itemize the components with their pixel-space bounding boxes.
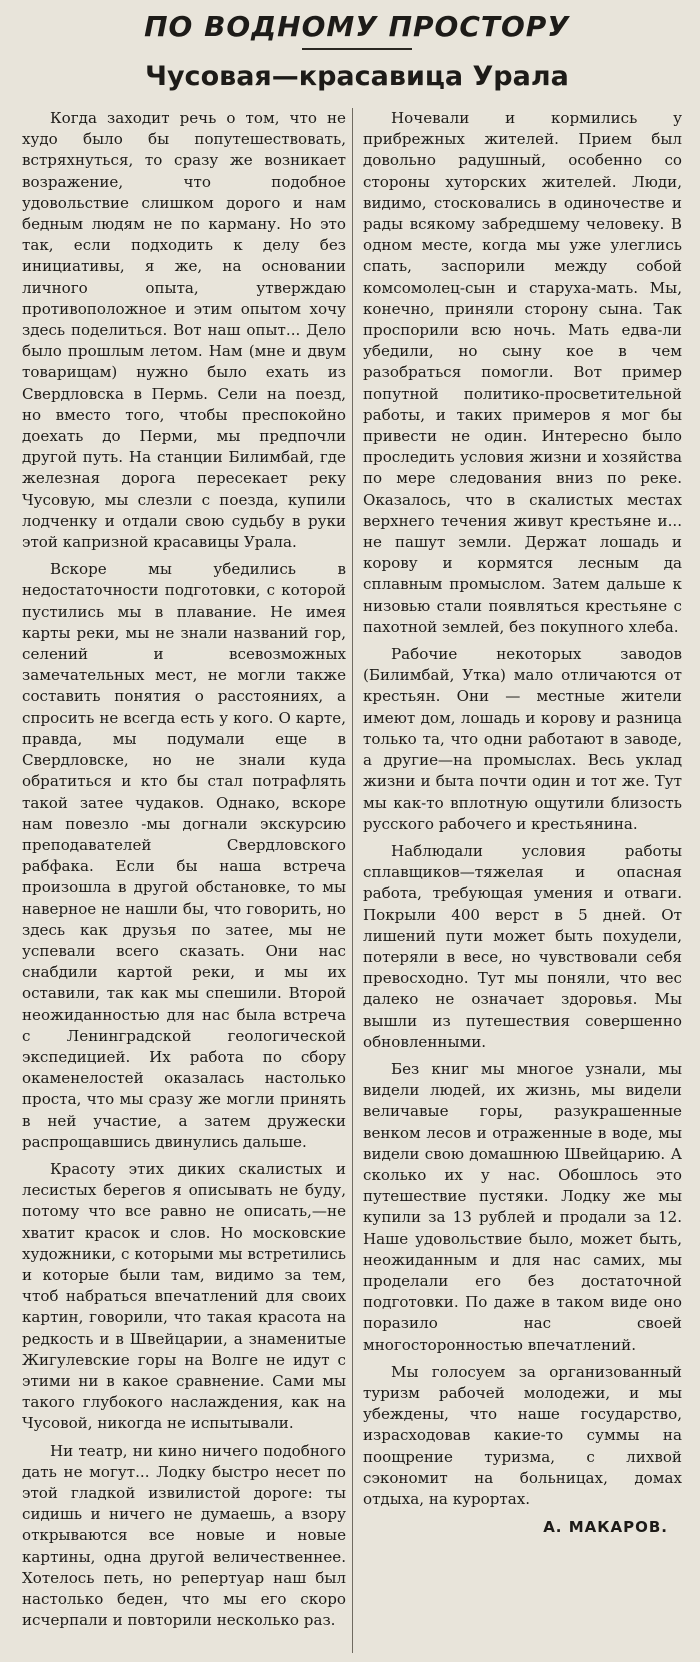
paragraph: Вскоре мы убедились в недостаточности подготовки, с которой пустились мы в плавание. Не имея карты реки, мы не знали названий гор, селений и всевозможных замечательных мест, не могли также составить понятия о расстояниях, а спросить не всегда есть у кого. О карте, правда, мы подумали еще в Свердловске, но не знали куда обратиться и кто бы стал потрафлять такой затее чудаков. Однако, вскоре нам повезло -мы догнали экскурсию преподавателей Свердловского рабфака. Если бы наша встреча произошла в другой обстановке, то мы наверное не нашли бы, что говорить, но здесь как друзья по затее, мы не успевали всего сказать. Они нас снабдили картой реки, и мы их оставили, так как мы спешили. Второй неожиданностью для нас была встреча с Ленинградской геологической экспедицией. Их работа по сбору окаменелостей оказалась настолько проста, что мы сразу же могли принять в ней участие, а затем дружески распрощавшись двинулись дальше.: [22, 560, 346, 1151]
paragraph: Ночевали и кормились у прибрежных жителей. Прием был довольно радушный, особенно со стороны хуторских жителей. Люди, видимо, стосковались в одиночестве и рады всякому забредшему человеку. В одном месте, когда мы уже улеглись спать, заспорили между собой комсомолец-сын и старуха-мать. Мы, конечно, приняли сторону сына. Так проспорили всю ночь. Мать едва-ли убедили, но сыну кое в чем разобраться помогли. Вот пример попутной политико-просветительной работы, и таких примеров я мог бы привести не один. Интересно было проследить условия жизни и хозяйства по мере следования вниз по реке. Оказалось, что в скалистых местах верхнего течения живут крестьяне и... не пашут земли. Держат лошадь и корову и кормятся лесным да сплавным промыслом. Затем дальше к низовью стали появляться крестьяне с пахотной землей, без покупного хлеба.: [363, 109, 682, 636]
paragraph: Когда заходит речь о том, что не худо было бы попутешествовать, встряхнуться, то сразу же возникает возражение, что подобное удовольствие слишком дорого и нам бедным людям не по карману. Но это так, если подходить к делу без инициативы, я же, на основании личного опыта, утверждаю противоположное и этим опытом хочу здесь поделиться. Вот наш опыт... Дело было прошлым летом. Нам (мне и двум товарищам) нужно было ехать из Свердловска в Пермь. Сели на поезд, но вместо того, чтобы преспокойно доехать до Перми, мы предпочли другой путь. На станции Билимбай, где железная дорога пересекает реку Чусовую, мы слезли с поезда, купили лодченку и отдали свою судьбу в руки этой капризной красавицы Урала.: [22, 109, 346, 552]
paragraph: Мы голосуем за организованный туризм рабочей молодежи, и мы убеждены, что наше государство, израсходовав какие-то суммы на поощрение туризма, с лихвой сэкономит на больницах, домах отдыха, на курортах.: [363, 1362, 682, 1508]
author-signature: А. МАКАРОВ.: [543, 1518, 668, 1537]
paragraph: Рабочие некоторых заводов (Билимбай, Утка) мало отличаются от крестьян. Они — местные жители имеют дом, лошадь и корову и разница только та, что одни работают в заводе, а другие—на промыслах. Весь уклад жизни и быта почти один и тот же. Тут мы как-то вплотную ощутили близость русского рабочего и крестьянина.: [363, 645, 682, 833]
rubric-heading: ПО ВОДНОМУ ПРОСТОРУ: [144, 10, 570, 43]
rubric-underline: [302, 48, 412, 50]
paragraph: Красоту этих диких скалистых и лесистых берегов я описывать не буду, потому что все равно не описать,—не хватит красок и слов. Но московские художники, с которыми мы встретились и которые были там, видимо за тем, чтоб набраться впечатлений для своих картин, говорили, что такая красота на редкость и в Швейцарии, а знаменитые Жигулевские горы на Волге не идут с этими ни в какое сравнение. Сами мы такого глубокого наслаждения, как на Чусовой, никогда не испытывали.: [22, 1159, 346, 1433]
left-column: [22, 108, 352, 1653]
right-column: [352, 108, 682, 1653]
article-body: [22, 108, 692, 1653]
article-headline: Чусовая—красавица Урала: [145, 61, 569, 92]
paragraph: Без книг мы многое узнали, мы видели людей, их жизнь, мы видели величавые горы, разукрашенные венком лесов и отраженные в воде, мы видели свою домашнюю Швейцарию. А сколько их у нас. Обошлось это путешествие пустяки. Лодку же мы купили за 13 рублей и продали за 12. Наше удовольствие было, может быть, неожиданным и для нас самих, мы проделали его без достаточной подготовки. По даже в таком виде оно поразило нас своей многосторонностью впечатлений.: [363, 1059, 682, 1354]
paragraph: Ни театр, ни кино ничего подобного дать не могут... Лодку быстро несет по этой гладкой извилистой дороге: ты сидишь и ничего не думаешь, а взору открываются все новые и новые картины, одна другой величественнее. Хотелось петь, но репертуар наш был настолько беден, что мы его скоро исчерпали и повторили несколько раз.: [22, 1441, 346, 1630]
paragraph: Наблюдали условия работы сплавщиков—тяжелая и опасная работа, требующая умения и отваги. Покрыли 400 верст в 5 дней. От лишений пути может быть похудели, потеряли в весе, но чувствовали себя превосходно. Тут мы поняли, что вес далеко не означает здоровья. Мы вышли из путешествия совершенно обновленными.: [363, 841, 682, 1051]
